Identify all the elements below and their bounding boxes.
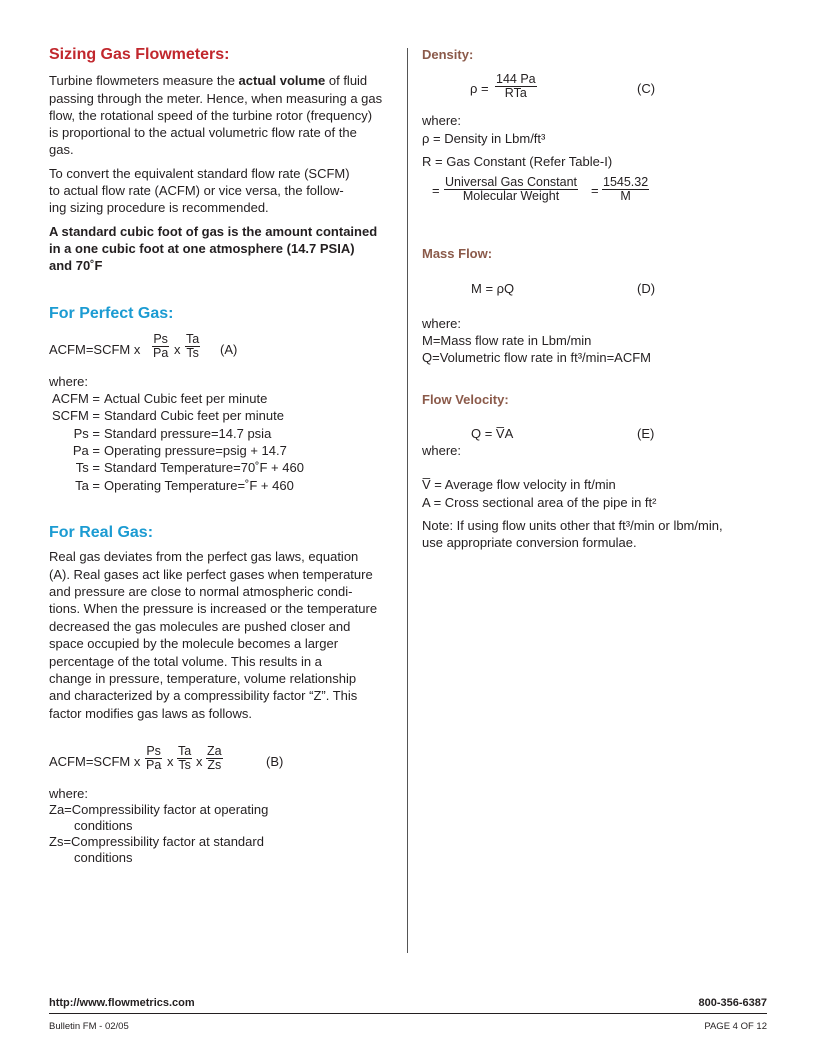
real-gas-title: For Real Gas:	[49, 524, 154, 541]
real-gas-paragraph-line: space occupied by the molecule becomes a larger	[49, 636, 339, 651]
fraction-gas-constant-molecular-weight	[444, 176, 578, 203]
fraction-numerator: 144 Pa	[496, 72, 536, 86]
fraction-ps-pa	[145, 745, 162, 772]
def-symbol: Ta =	[75, 478, 100, 493]
fraction-denominator: RTa	[504, 86, 527, 100]
def-symbol: Pa =	[72, 443, 100, 458]
def-symbol: Ps =	[73, 426, 100, 441]
multiply-sign: x	[196, 754, 203, 769]
note-line: Note: If using flow units other that ft³/min or lbm/min,	[422, 518, 723, 533]
def-text: Standard Temperature=70˚F + 460	[104, 460, 304, 475]
v-definition: V̅ = Average flow velocity in ft/min	[422, 477, 616, 492]
sizing-paragraph-1-line-1	[49, 72, 367, 89]
fraction-numerator: Ta	[186, 332, 200, 346]
equals-sign: =	[591, 183, 599, 198]
equation-d-label: (D)	[637, 281, 656, 296]
real-gas-paragraph-line: tions. When the pressure is increased or the temperature	[49, 601, 378, 616]
fraction-1545-m	[602, 176, 649, 203]
sizing-paragraph-2-line: To convert the equivalent standard flow rate (SCFM)	[49, 166, 350, 181]
multiply-sign: x	[174, 342, 181, 357]
fraction-denominator: Ts	[186, 346, 199, 360]
fraction-ta-ts	[177, 745, 192, 772]
fraction-ps-pa	[152, 333, 169, 360]
q-definition: Q=Volumetric flow rate in ft³/min=ACFM	[422, 350, 652, 365]
flow-velocity-equation: Q = V̅A	[471, 426, 514, 441]
fraction-numerator: 1545.32	[603, 175, 649, 189]
fraction-denominator: Molecular Weight	[462, 189, 560, 203]
real-gas-paragraph-line: percentage of the total volume. This results in a	[49, 654, 322, 669]
equals-sign: =	[432, 183, 440, 198]
footer-page-number: PAGE 4 OF 12	[704, 1021, 767, 1032]
footer-url[interactable]: http://www.flowmetrics.com	[49, 997, 195, 1009]
footer-rule	[49, 1013, 767, 1014]
standard-cubic-foot-line: A standard cubic foot of gas is the amount contained	[49, 224, 378, 239]
m-definition: M=Mass flow rate in Lbm/min	[422, 333, 592, 348]
multiply-sign: x	[167, 754, 174, 769]
standard-cubic-foot-line: in a one cubic foot at one atmosphere (14.7 PSIA)	[49, 241, 355, 256]
fraction-numerator: Universal Gas Constant	[445, 175, 578, 189]
fraction-za-zs	[206, 745, 223, 772]
equation-e-label: (E)	[637, 426, 655, 441]
sizing-paragraph-1-line: gas.	[49, 142, 74, 157]
fraction-numerator: Ps	[146, 744, 161, 758]
sizing-paragraph-2-line: ing sizing procedure is recommended.	[49, 200, 269, 215]
fraction-ta-ts	[185, 333, 200, 360]
fraction-denominator: Pa	[153, 346, 169, 360]
column-divider	[407, 48, 408, 953]
mass-where: where:	[422, 316, 462, 331]
text-span: of fluid	[325, 73, 368, 88]
fraction-denominator: Pa	[146, 758, 162, 772]
actual-volume-emphasis: actual volume	[238, 73, 326, 88]
equation-a-prefix: ACFM=SCFM x	[49, 342, 141, 357]
real-gas-paragraph-line: and characterized by a compressibility factor “Z”. This	[49, 688, 358, 703]
sizing-paragraph-1-line: is proportional to the actual volumetric flow rate of the	[49, 125, 357, 140]
fraction-numerator: Za	[207, 744, 222, 758]
equation-a-label: (A)	[220, 342, 238, 357]
fraction-numerator: Ps	[153, 332, 168, 346]
def-text: Operating Temperature=˚F + 460	[104, 478, 294, 493]
sizing-paragraph-1-line: flow, the rotational speed of the turbine rotor (frequency)	[49, 108, 373, 123]
sizing-paragraph-2-line: to actual flow rate (ACFM) or vice versa, the follow-	[49, 183, 344, 198]
zs-definition: Zs=Compressibility factor at standard	[49, 834, 264, 849]
def-text: Standard Cubic feet per minute	[104, 408, 284, 423]
def-symbol: Ts =	[75, 460, 100, 475]
real-gas-paragraph-line: Real gas deviates from the perfect gas laws, equation	[49, 549, 359, 564]
equation-b-prefix: ACFM=SCFM x	[49, 754, 141, 769]
rho-definition: ρ = Density in Lbm/ft³	[422, 131, 546, 146]
velocity-where: where:	[422, 443, 462, 458]
def-text: Operating pressure=psig + 14.7	[104, 443, 287, 458]
def-symbol: ACFM =	[51, 391, 100, 406]
fraction-denominator: M	[620, 189, 631, 203]
footer-phone: 800-356-6387	[698, 997, 767, 1009]
density-where: where:	[422, 113, 462, 128]
fraction-denominator: Zs	[207, 758, 222, 772]
note-line: use appropriate conversion formulae.	[422, 535, 637, 550]
equation-b-label: (B)	[266, 754, 284, 769]
real-gas-paragraph-line: decreased the gas molecules are pushed closer and	[49, 619, 351, 634]
za-definition: Za=Compressibility factor at operating	[49, 802, 269, 817]
real-where: where:	[49, 786, 89, 801]
za-definition-continued: conditions	[74, 818, 133, 833]
perfect-gas-title: For Perfect Gas:	[49, 305, 174, 322]
sizing-paragraph-1-line: passing through the meter. Hence, when measuring a gas	[49, 91, 383, 106]
real-gas-paragraph-line: factor modifies gas laws as follows.	[49, 706, 253, 721]
a-definition: A = Cross sectional area of the pipe in ft²	[422, 495, 657, 510]
mass-flow-equation: M = ρQ	[471, 281, 515, 296]
real-gas-paragraph-line: and pressure are close to normal atmospheric condi-	[49, 584, 353, 599]
fraction-144pa-rta	[495, 73, 537, 100]
fraction-denominator: Ts	[178, 758, 191, 772]
standard-cubic-foot-line: and 70˚F	[49, 258, 103, 273]
zs-definition-continued: conditions	[74, 850, 133, 865]
def-text: Standard pressure=14.7 psia	[104, 426, 272, 441]
fraction-numerator: Ta	[178, 744, 192, 758]
def-symbol: SCFM =	[51, 408, 100, 423]
density-lhs: ρ =	[470, 81, 489, 96]
text-span: Turbine flowmeters measure the	[49, 73, 239, 88]
real-gas-paragraph-line: change in pressure, temperature, volume relationship	[49, 671, 357, 686]
sizing-title: Sizing Gas Flowmeters:	[49, 46, 230, 63]
perfect-where: where:	[49, 374, 89, 389]
r-definition: R = Gas Constant (Refer Table-I)	[422, 154, 613, 169]
equation-c-label: (C)	[637, 81, 656, 96]
mass-flow-title: Mass Flow:	[422, 246, 493, 261]
density-title: Density:	[422, 47, 474, 62]
flow-velocity-title: Flow Velocity:	[422, 392, 509, 407]
footer-bulletin: Bulletin FM - 02/05	[49, 1021, 129, 1032]
def-text: Actual Cubic feet per minute	[104, 391, 268, 406]
real-gas-paragraph-line: (A). Real gases act like perfect gases when temperature	[49, 567, 373, 582]
